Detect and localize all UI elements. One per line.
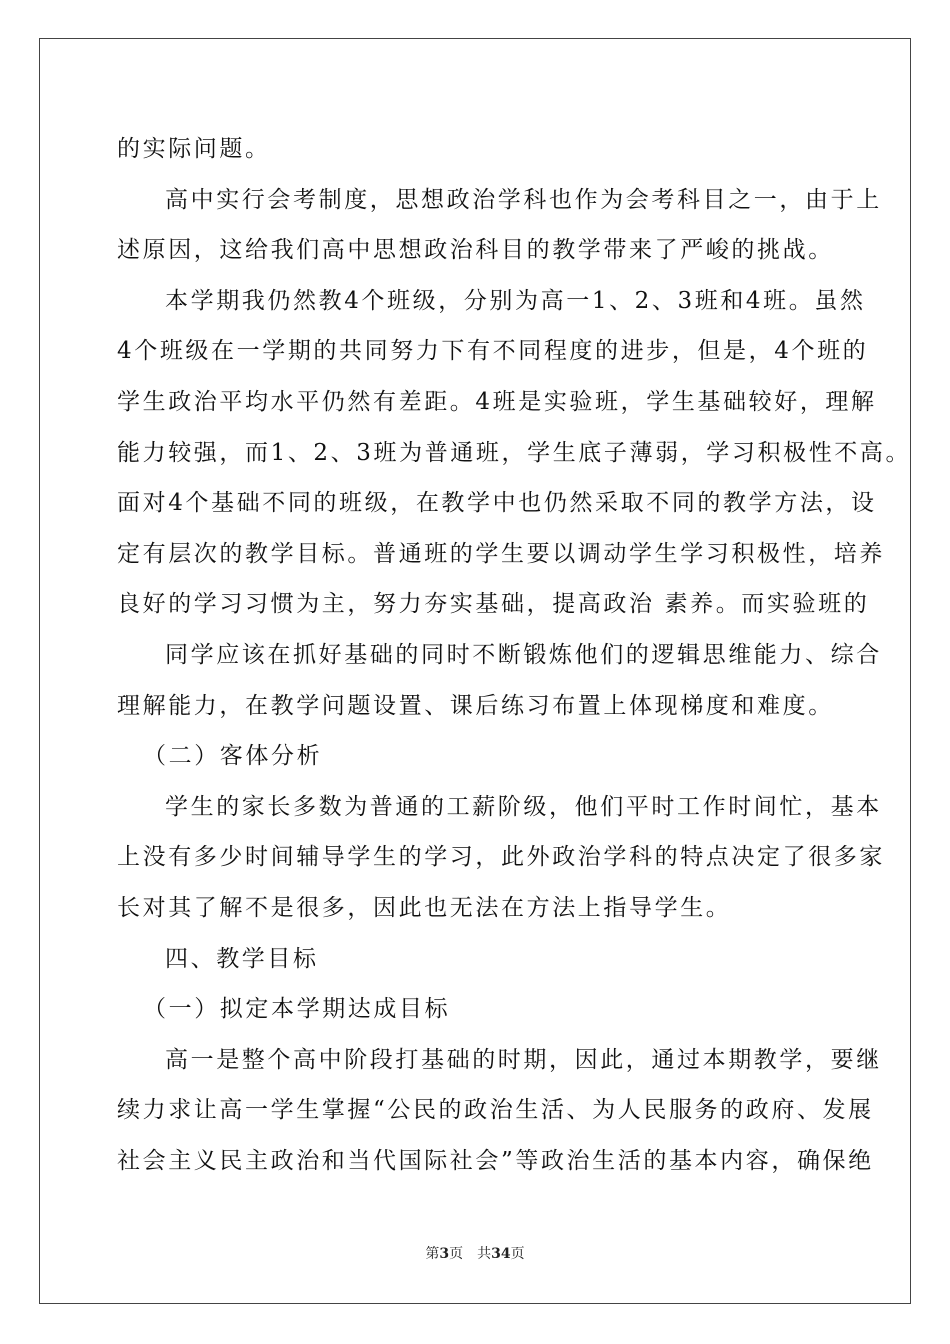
section-heading: （二）客体分析 [143,743,323,770]
text-line: 学生的家长多数为普通的工薪阶级，他们平时工作时间忙，基本 [165,793,882,820]
text-line: 续力求让高一学生掌握“公民的政治生活、为人民服务的政府、发展 [117,1097,874,1124]
text-line: 能力较强，而1、2、3班为普通班，学生底子薄弱，学习积极性不高。 [117,439,912,466]
text-line: 高一是整个高中阶段打基础的时期，因此，通过本期教学，要继 [165,1046,882,1073]
text-line: 本学期我仍然教4个班级，分别为高一1、2、3班和4班。虽然 [165,287,866,314]
page-prefix: 第 [425,1246,440,1262]
text-line: 的实际问题。 [117,136,271,162]
text-line: 学生政治平均水平仍然有差距。4班是实验班，学生基础较好，理解 [117,388,877,415]
section-heading: （一）拟定本学期达成目标 [143,996,451,1023]
text-line: 理解能力，在教学问题设置、课后练习布置上体现梯度和难度。 [117,692,834,719]
text-line: 长对其了解不是很多，因此也无法在方法上指导学生。 [117,894,732,921]
text-line: 述原因，这给我们高中思想政治科目的教学带来了严峻的挑战。 [117,237,834,264]
text-line: 良好的学习习惯为主，努力夯实基础，提高政治 素养。而实验班的 [117,591,870,618]
text-line: 上没有多少时间辅导学生的学习，此外政治学科的特点决定了很多家 [117,844,885,871]
section-heading: 四、教学目标 [165,945,319,972]
total-suffix: 页 [510,1246,525,1262]
page-suffix: 页 [449,1246,464,1262]
document-body [117,124,912,1186]
text-line: 社会主义民主政治和当代国际社会”等政治生活的基本内容，确保绝 [117,1147,874,1174]
total-pages: 34 [491,1246,511,1262]
text-line: 同学应该在抓好基础的同时不断锻炼他们的逻辑思维能力、综合 [165,641,882,668]
text-line: 4个班级在一学期的共同努力下有不同程度的进步，但是，4个班的 [117,338,869,365]
page-number: 3 [439,1246,450,1262]
total-prefix: 共 [477,1246,492,1262]
text-line: 高中实行会考制度，思想政治学科也作为会考科目之一，由于上 [165,186,882,213]
page-footer [0,1244,950,1264]
text-line: 面对4个基础不同的班级，在教学中也仍然采取不同的教学方法，设 [117,490,877,517]
text-line: 定有层次的教学目标。普通班的学生要以调动学生学习积极性，培养 [117,540,885,567]
